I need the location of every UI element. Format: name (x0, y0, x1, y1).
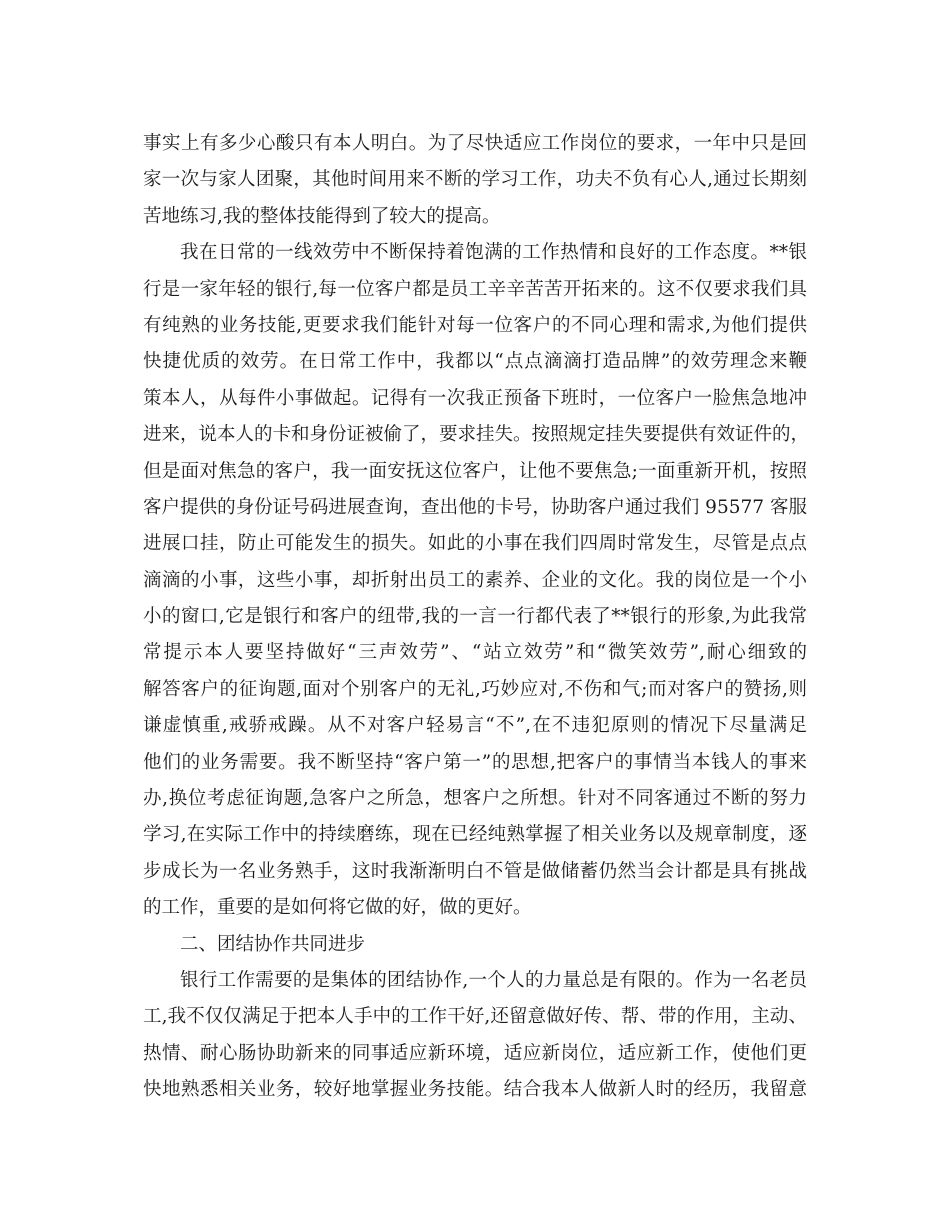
text-line: 银行工作需要的是集体的团结协作,一个人的力量总是有限的。作为一名老员 (180, 969, 807, 991)
text-line: 热情、耐心肠协助新来的同事适应新环境，适应新岗位，适应新工作，使他们更 (143, 1042, 807, 1064)
paragraph (143, 963, 807, 1109)
text-line: 家一次与家人团聚，其他时间用来不断的学习工作，功夫不负有心人,通过长期刻 (143, 169, 807, 191)
document-body (143, 126, 810, 1109)
text-line: 快捷优质的效劳。在日常工作中，我都以“点点滴滴打造品牌”的效劳理念来鞭 (143, 351, 807, 373)
text-line: 谦虚慎重,戒骄戒躁。从不对客户轻易言“不”,在不违犯原则的情况下尽量满足 (143, 715, 807, 737)
paragraph (143, 126, 807, 235)
text-line: 的工作，重要的是如何将它做的好，做的更好。 (143, 897, 532, 919)
text-line: 滴滴的小事，这些小事，却折射出员工的素养、企业的文化。我的岗位是一个小 (143, 569, 807, 591)
text-line: 学习,在实际工作中的持续磨练，现在已经纯熟掌握了相关业务以及规章制度，逐 (143, 824, 807, 846)
section-heading: 二、团结协作共同进步 (180, 933, 366, 955)
text-line: 办,换位考虑征询题,急客户之所急，想客户之所想。针对不同客通过不断的努力 (143, 788, 807, 810)
text-line: 步成长为一名业务熟手，这时我渐渐明白不管是做储蓄仍然当会计都是具有挑战 (143, 860, 807, 882)
text-line: 进来，说本人的卡和身份证被偷了，要求挂失。按照规定挂失要提供有效证件的， (143, 424, 810, 446)
text-line: 事实上有多少心酸只有本人明白。为了尽快适应工作岗位的要求，一年中只是回 (143, 133, 807, 154)
text-line: 苦地练习,我的整体技能得到了较大的提高。 (143, 205, 501, 227)
text-line: 常提示本人要坚持做好“三声效劳”、“站立效劳”和“微笑效劳”,耐心细致的 (143, 642, 807, 664)
paragraph (143, 235, 810, 926)
text-line: 解答客户的征询题,面对个别客户的无礼,巧妙应对,不伤和气;而对客户的赞扬,则 (143, 678, 807, 700)
text-line: 行是一家年轻的银行,每一位客户都是员工辛辛苦苦开拓来的。这不仅要求我们具 (143, 278, 807, 300)
text-line: 进展口挂，防止可能发生的损失。如此的小事在我们四周时常发生，尽管是点点 (143, 533, 807, 555)
text-line: 我在日常的一线效劳中不断保持着饱满的工作热情和良好的工作态度。**银 (180, 242, 807, 264)
text-line: 但是面对焦急的客户，我一面安抚这位客户，让他不要焦急;一面重新开机，按照 (143, 460, 807, 482)
text-line: 小的窗口,它是银行和客户的纽带,我的一言一行都代表了**银行的形象,为此我常 (143, 606, 807, 628)
text-line: 他们的业务需要。我不断坚持“客户第一”的思想,把客户的事情当本钱人的事来 (143, 751, 807, 773)
text-line: 策本人，从每件小事做起。记得有一次我正预备下班时，一位客户一脸焦急地冲 (143, 387, 807, 409)
text-line: 有纯熟的业务技能,更要求我们能针对每一位客户的不同心理和需求,为他们提供 (143, 314, 807, 336)
text-line: 工,我不仅仅满足于把本人手中的工作干好,还留意做好传、帮、带的作用，主动、 (143, 1006, 807, 1028)
text-line: 客户提供的身份证号码进展查询，查出他的卡号，协助客户通过我们 95577 客服 (143, 496, 807, 518)
text-line: 快地熟悉相关业务，较好地掌握业务技能。结合我本人做新人时的经历，我留意 (143, 1079, 807, 1101)
